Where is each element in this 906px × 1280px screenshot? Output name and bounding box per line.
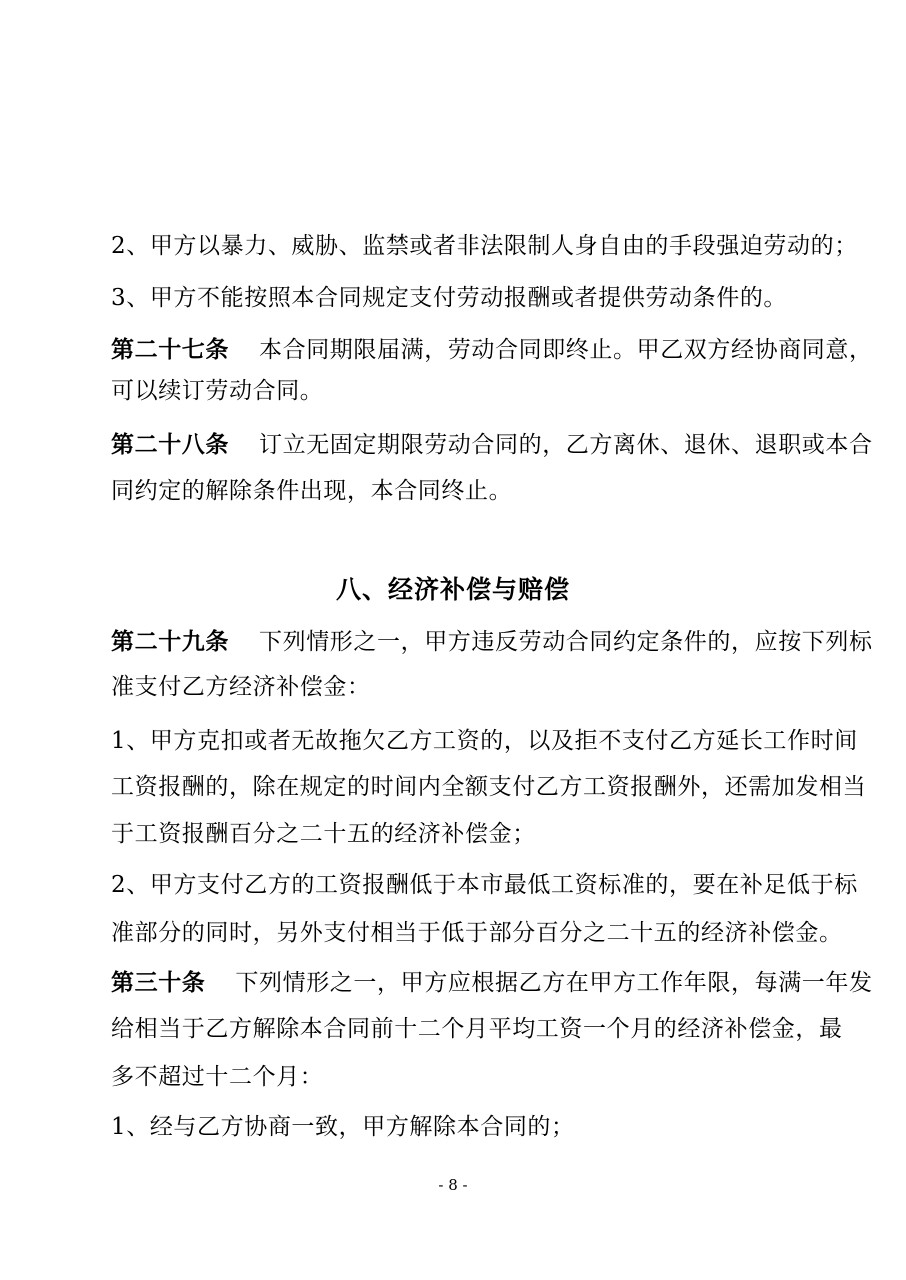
- page-number: - 8 -: [438, 1176, 468, 1194]
- article-27-label: 第二十七条: [111, 336, 229, 363]
- article-30: [111, 968, 873, 998]
- article-30-continuation-2: 多不超过十二个月：: [111, 1064, 324, 1090]
- article-29-label: 第二十九条: [111, 628, 229, 655]
- article-28-label: 第二十八条: [111, 431, 229, 458]
- article-30-item-1: 1、经与乙方协商一致，甲方解除本合同的；: [111, 1114, 575, 1140]
- article-29-continuation: 准支付乙方经济补偿金：: [111, 674, 371, 700]
- article-29-item-2-line-2: 准部分的同时，另外支付相当于低于部分百分之二十五的经济补偿金。: [111, 920, 843, 946]
- section-heading: 八、经济补偿与赔偿: [335, 575, 570, 604]
- article-28: [111, 430, 873, 460]
- article-29-text: 下列情形之一，甲方违反劳动合同约定条件的，应按下列标: [259, 629, 873, 655]
- article-29: [111, 627, 873, 657]
- article-28-continuation: 同约定的解除条件出现，本合同终止。: [111, 478, 513, 504]
- article-29-item-1: 1、甲方克扣或者无故拖欠乙方工资的，以及拒不支付乙方延长工作时间: [111, 728, 858, 754]
- article-30-label: 第三十条: [111, 969, 206, 996]
- article-27: [111, 335, 873, 365]
- article-30-continuation: 给相当于乙方解除本合同前十二个月平均工资一个月的经济补偿金，最: [111, 1016, 843, 1042]
- article-29-item-1-line-3: 于工资报酬百分之二十五的经济补偿金；: [111, 821, 536, 847]
- article-27-text: 本合同期限届满，劳动合同即终止。甲乙双方经协商同意，: [259, 337, 873, 363]
- article-28-text: 订立无固定期限劳动合同的，乙方离休、退休、退职或本合: [259, 432, 873, 458]
- article-30-text: 下列情形之一，甲方应根据乙方在甲方工作年限，每满一年发: [235, 970, 873, 996]
- article-29-item-1-line-2: 工资报酬的，除在规定的时间内全额支付乙方工资报酬外，还需加发相当: [111, 774, 867, 800]
- clause-item-2: 2、甲方以暴力、威胁、监禁或者非法限制人身自由的手段强迫劳动的；: [111, 233, 858, 259]
- article-29-item-2: 2、甲方支付乙方的工资报酬低于本市最低工资标准的，要在补足低于标: [111, 872, 858, 898]
- article-27-continuation: 可以续订劳动合同。: [111, 378, 324, 404]
- clause-item-3: 3、甲方不能按照本合同规定支付劳动报酬或者提供劳动条件的。: [111, 285, 788, 311]
